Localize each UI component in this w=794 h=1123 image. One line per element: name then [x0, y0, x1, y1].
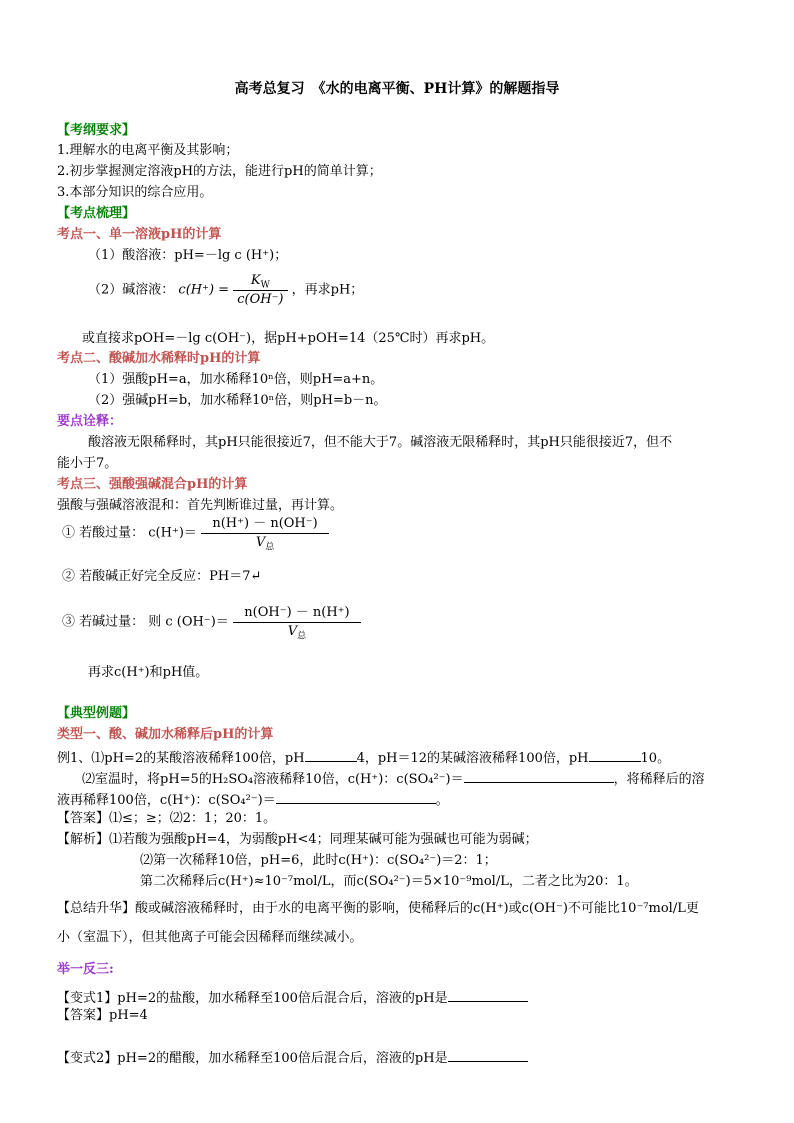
kp3-case-3 — [62, 604, 361, 641]
kp1-base-den: c(OH⁻) — [237, 292, 284, 307]
example1-part2 — [82, 768, 705, 789]
kp3-case-1-den: V — [255, 535, 266, 550]
analysis-line-3: 第二次稀释后c(H⁺)≈10⁻⁷mol/L，而c(SO₄²⁻)＝5×10⁻⁹mol/L，二者之比为20：1。 — [140, 874, 638, 889]
syllabus-item-1: 1.理解水的电离平衡及其影响； — [57, 143, 239, 158]
kp3-case-3-den: V — [287, 624, 298, 639]
analysis-line-1: 【解析】⑴若酸为强酸pH=4，为弱酸pH<4；同理某碱可能为强碱也可能为弱碱； — [57, 832, 538, 847]
kp1-acid: （1）酸溶液：pH=－lg c (H⁺)； — [88, 248, 288, 263]
kp3-case-3-fraction — [233, 604, 361, 641]
points-header: 【考点梳理】 — [57, 206, 136, 221]
answer-blank[interactable] — [448, 1047, 528, 1062]
kp1-base-suffix: ，再求pH； — [291, 282, 364, 298]
variant-2-text: 【变式2】pH=2的醋酸，加水稀释至100倍后混合后，溶液的pH是 — [57, 1051, 448, 1066]
example1-part3 — [57, 789, 449, 810]
answer-blank[interactable] — [589, 747, 641, 762]
answer-blank[interactable] — [276, 789, 436, 804]
kp3-title: 考点三、强酸强碱混合pH的计算 — [57, 477, 248, 492]
focus-line-2: 能小于7。 — [57, 456, 118, 471]
ex1-a2: 4，pH＝12的某碱溶液稀释100倍，pH — [356, 751, 589, 766]
kp3-case-2: ② 若酸碱正好完全反应：PH＝7↵ — [62, 569, 262, 584]
kp3-case-1-prefix: ① 若酸过量： c(H⁺)＝ — [62, 525, 197, 541]
ex1-a3: 10。 — [640, 751, 671, 766]
kp2-item-2: （2）强碱pH=b，加水稀释10ⁿ倍，则pH=b－n。 — [88, 393, 387, 408]
variant-1 — [57, 987, 528, 1008]
kp3-case-1-den-sub: 总 — [265, 542, 275, 553]
answer-blank[interactable] — [305, 747, 357, 762]
kp3-after: 再求c(H⁺)和pH值。 — [88, 665, 209, 680]
kp3-case-3-num: n(OH⁻) － n(H⁺) — [233, 604, 361, 623]
ex1-c2: 。 — [435, 793, 449, 808]
kw-symbol: K — [250, 273, 261, 288]
kp3-intro: 强酸与强碱溶液混和：首先判断谁过量，再计算。 — [57, 498, 344, 513]
kp2-item-1: （1）强酸pH=a，加水稀释10ⁿ倍，则pH=a+n。 — [88, 372, 384, 387]
focus-title: 要点诠释： — [57, 414, 123, 429]
extend-title: 举一反三: — [57, 962, 114, 977]
ex1-b1: ⑵室温时，将pH=5的H₂SO₄溶液稀释10倍，c(H⁺)：c(SO₄²⁻)＝ — [82, 772, 464, 787]
analysis-line-2: ⑵第一次稀释10倍，pH=6，此时c(H⁺)：c(SO₄²⁻)＝2：1； — [140, 853, 497, 868]
example1-part1 — [57, 747, 670, 768]
kw-subscript: W — [260, 280, 270, 291]
page-title: 高考总复习 《水的电离平衡、PH计算》的解题指导 — [234, 81, 560, 97]
ex1-b2: ，将稀释后的溶 — [613, 772, 705, 787]
kp1-base-prefix: （2）碱溶液： — [88, 282, 175, 298]
kp2-title: 考点二、酸碱加水稀释时pH的计算 — [57, 351, 261, 366]
examples-header: 【典型例题】 — [57, 706, 136, 721]
focus-line-1: 酸溶液无限稀释时，其pH只能很接近7，但不能大于7。碱溶液无限稀释时，其pH只能很接近7，但不 — [88, 435, 673, 450]
kp3-case-1-num: n(H⁺) － n(OH⁻) — [201, 515, 329, 534]
kp3-case-1-fraction — [201, 515, 329, 552]
variant-1-answer: 【答案】pH=4 — [57, 1008, 148, 1023]
example1-answer: 【答案】⑴≤；≥；⑵2：1；20：1。 — [57, 811, 277, 826]
kp3-case-1 — [62, 515, 329, 552]
answer-blank[interactable] — [448, 987, 528, 1002]
answer-blank[interactable] — [464, 768, 614, 783]
syllabus-item-2: 2.初步掌握测定溶液pH的方法，能进行pH的简单计算； — [57, 164, 382, 179]
kp3-case-3-den-sub: 总 — [297, 631, 307, 642]
kp1-title: 考点一、单一溶液pH的计算 — [57, 227, 222, 242]
summary-line-2: 小（室温下），但其他离子可能会因稀释而继续减小。 — [57, 930, 363, 945]
syllabus-header: 【考纲要求】 — [57, 123, 136, 138]
syllabus-item-3: 3.本部分知识的综合应用。 — [57, 185, 213, 200]
ex1-a1: 例1、⑴pH=2的某酸溶液稀释100倍，pH — [57, 751, 305, 766]
kp3-case-3-prefix: ③ 若碱过量： 则 c (OH⁻)＝ — [62, 614, 229, 630]
ex1-c1: 液再稀释100倍，c(H⁺)：c(SO₄²⁻)＝ — [57, 793, 276, 808]
kp1-base-lhs: c(H⁺) = — [178, 282, 230, 298]
kp1-or-line: 或直接求pOH=－lg c(OH⁻)，据pH+pOH=14（25℃时）再求pH。 — [82, 331, 495, 346]
variant-2 — [57, 1047, 528, 1068]
kp1-base-formula — [88, 272, 363, 309]
kp1-base-fraction — [233, 272, 287, 309]
summary-line-1: 【总结升华】酸或碱溶液稀释时，由于水的电离平衡的影响，使稀释后的c(H⁺)或c(OH⁻)不可能比10⁻⁷mol/L更 — [57, 901, 699, 916]
variant-1-text: 【变式1】pH=2的盐酸，加水稀释至100倍后混合后，溶液的pH是 — [57, 991, 448, 1006]
type1-title: 类型一、酸、碱加水稀释后pH的计算 — [57, 727, 274, 742]
